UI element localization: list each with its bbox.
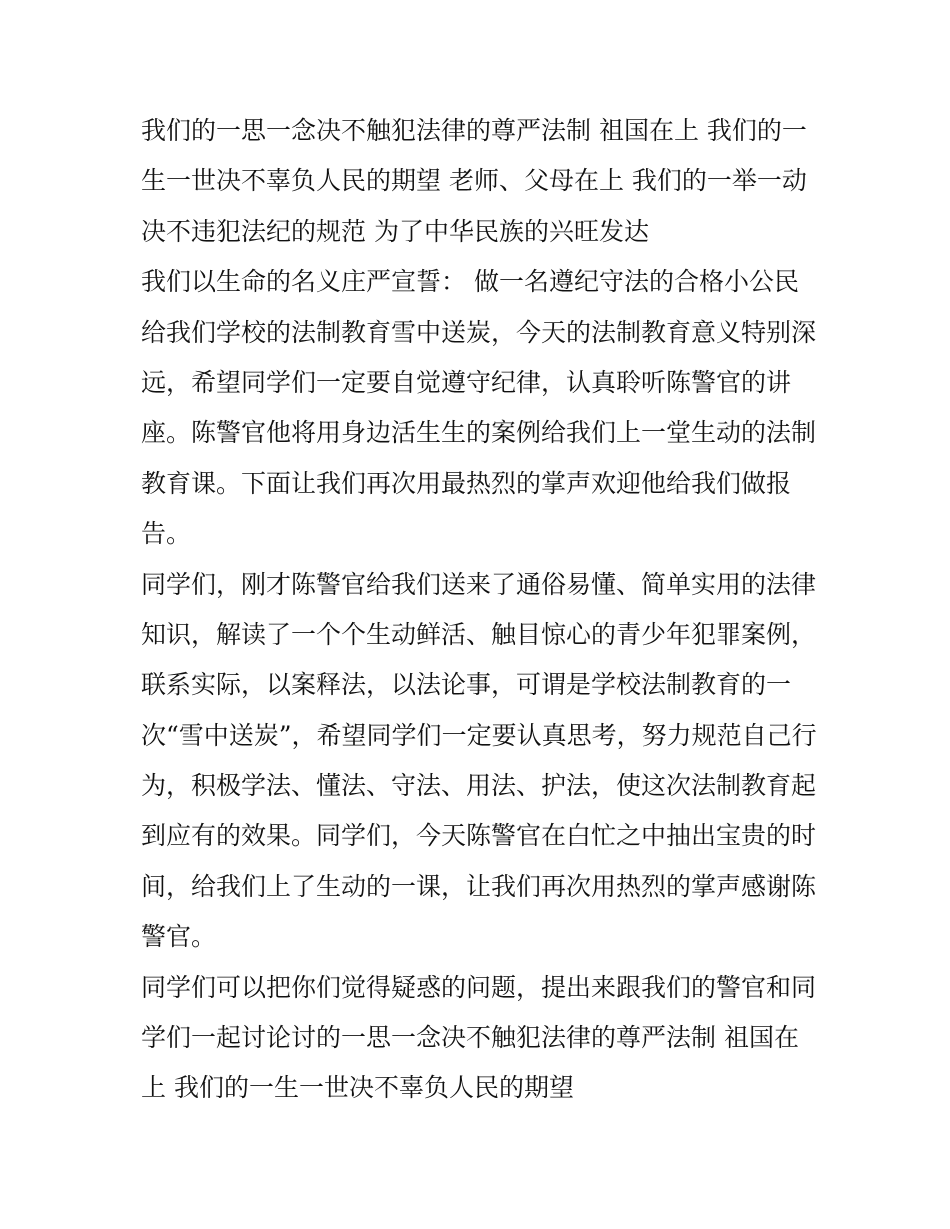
text-line: 决不违犯法纪的规范 为了中华民族的兴旺发达 [141, 216, 649, 246]
text-line: 知识，解读了一个个生动鲜活、触目惊心的青少年犯罪案例， [141, 619, 817, 649]
text-line: 联系实际，以案释法，以法论事，可谓是学校法制教育的一 [141, 670, 792, 700]
text-line: 学们一起讨论讨的一思一念决不触犯法律的尊严法制 祖国在 [141, 1023, 799, 1053]
text-line: 生一世决不辜负人民的期望 老师、父母在上 我们的一举一动 [141, 166, 807, 196]
text-line: 远，希望同学们一定要自觉遵守纪律，认真聆听陈警官的讲 [141, 367, 792, 397]
text-line: 同学们，刚才陈警官给我们送来了通俗易懂、简单实用的法律 [141, 569, 817, 599]
document-body [141, 106, 821, 1114]
text-line: 教育课。下面让我们再次用最热烈的掌声欢迎他给我们做报 [141, 468, 792, 498]
text-line: 间，给我们上了生动的一课，让我们再次用热烈的掌声感谢陈 [141, 871, 817, 901]
text-line: 警官。 [141, 922, 217, 952]
text-line: 上 我们的一生一世决不辜负人民的期望 [141, 1073, 574, 1103]
text-line: 给我们学校的法制教育雪中送炭，今天的法制教育意义特别深 [141, 317, 817, 347]
text-line: 我们的一思一念决不触犯法律的尊严法制 祖国在上 我们的一 [141, 116, 807, 145]
text-line: 同学们可以把你们觉得疑惑的问题，提出来跟我们的警官和同 [141, 972, 817, 1002]
text-line: 座。陈警官他将用身边活生生的案例给我们上一堂生动的法制 [141, 418, 817, 448]
text-line: 为，积极学法、懂法、守法、用法、护法，使这次法制教育起 [141, 771, 817, 801]
text-line: 告。 [141, 519, 192, 549]
text-line: 到应有的效果。同学们，今天陈警官在白忙之中抽出宝贵的时 [141, 821, 817, 851]
text-line: 次“雪中送炭”，希望同学们一定要认真思考，努力规范自己行 [141, 720, 817, 750]
text-line: 我们以生命的名义庄严宣誓： 做一名遵纪守法的合格小公民 [141, 267, 799, 297]
